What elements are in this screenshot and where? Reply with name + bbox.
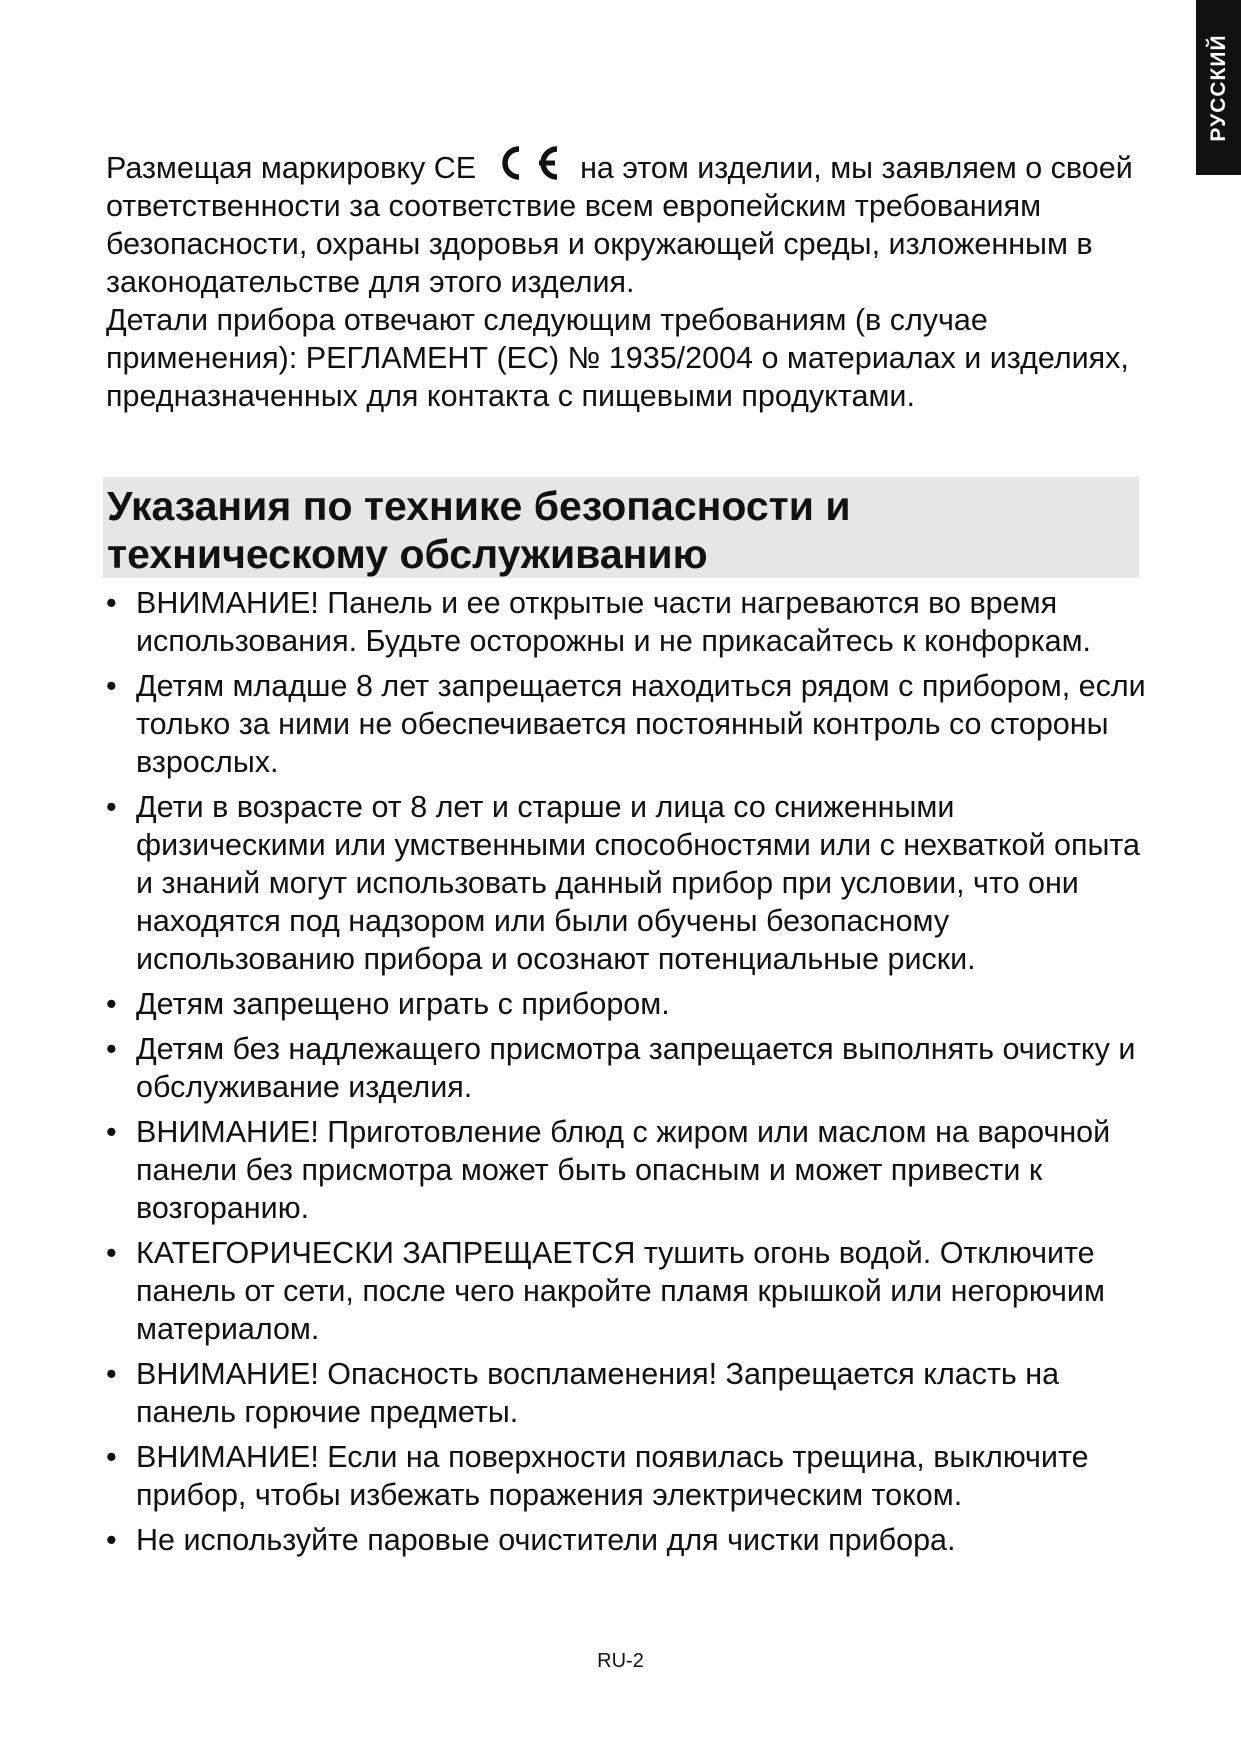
list-item: • Детям запрещено играть с прибором. <box>106 985 1146 1023</box>
list-item: • Детям младше 8 лет запрещается находиться рядом с прибором, если только за ними не обеспечивается постоянный контроль со стороны взрослых. <box>106 667 1146 781</box>
ce-declaration-end: на этом изделии, мы заявляем о своей ответственности за соответствие всем европейским требованиям безопасности, охраны здоровья и окружающей среды, изложенным в законодательстве для этого изделия. <box>106 151 1133 299</box>
list-item: • Не используйте паровые очистители для чистки прибора. <box>106 1521 1146 1559</box>
ce-mark-icon <box>487 145 567 181</box>
section-heading-box <box>103 477 1139 578</box>
page-number: RU-2 <box>597 1650 644 1672</box>
list-item: • ВНИМАНИЕ! Панель и ее открытые части нагреваются во время использования. Будьте осторожны и не прикасайтесь к конфоркам. <box>106 584 1146 660</box>
list-item: • Дети в возрасте от 8 лет и старше и лица со сниженными физическими или умственными способностями или с нехваткой опыта и знаний могут использовать данный прибор при условии, что они находятся под надзором или были обучены безопасному использованию прибора и осознают потенциальные риски. <box>106 788 1146 978</box>
language-tab <box>1196 0 1241 175</box>
list-item: • КАТЕГОРИЧЕСКИ ЗАПРЕЩАЕТСЯ тушить огонь водой. Отключите панель от сети, после чего накройте пламя крышкой или негорючим материалом. <box>106 1234 1146 1348</box>
list-item: • ВНИМАНИЕ! Если на поверхности появилась трещина, выключите прибор, чтобы избежать поражения электрическим током. <box>106 1438 1146 1514</box>
compliance-paragraph: Детали прибора отвечают следующим требованиям (в случае применения): РЕГЛАМЕНТ (ЕС) № 1935/2004 о материалах и изделиях, предназначенных для контакта с пищевыми продуктами. <box>106 303 1129 413</box>
ce-declaration <box>106 145 1146 301</box>
section-heading: Указания по технике безопасности и техническому обслуживанию <box>107 483 851 577</box>
list-item: • ВНИМАНИЕ! Приготовление блюд с жиром или маслом на варочной панели без присмотра может быть опасным и может привести к возгоранию. <box>106 1113 1146 1227</box>
list-item: • Детям без надлежащего присмотра запрещается выполнять очистку и обслуживание изделия. <box>106 1030 1146 1106</box>
list-item: • ВНИМАНИЕ! Опасность воспламенения! Запрещается класть на панель горючие предметы. <box>106 1355 1146 1431</box>
intro-section <box>106 145 1146 415</box>
language-tab-label: РУССКИЙ <box>1206 34 1230 142</box>
ce-declaration-start: Размещая маркировку CE <box>106 151 477 185</box>
safety-rules-list <box>106 584 1146 1566</box>
